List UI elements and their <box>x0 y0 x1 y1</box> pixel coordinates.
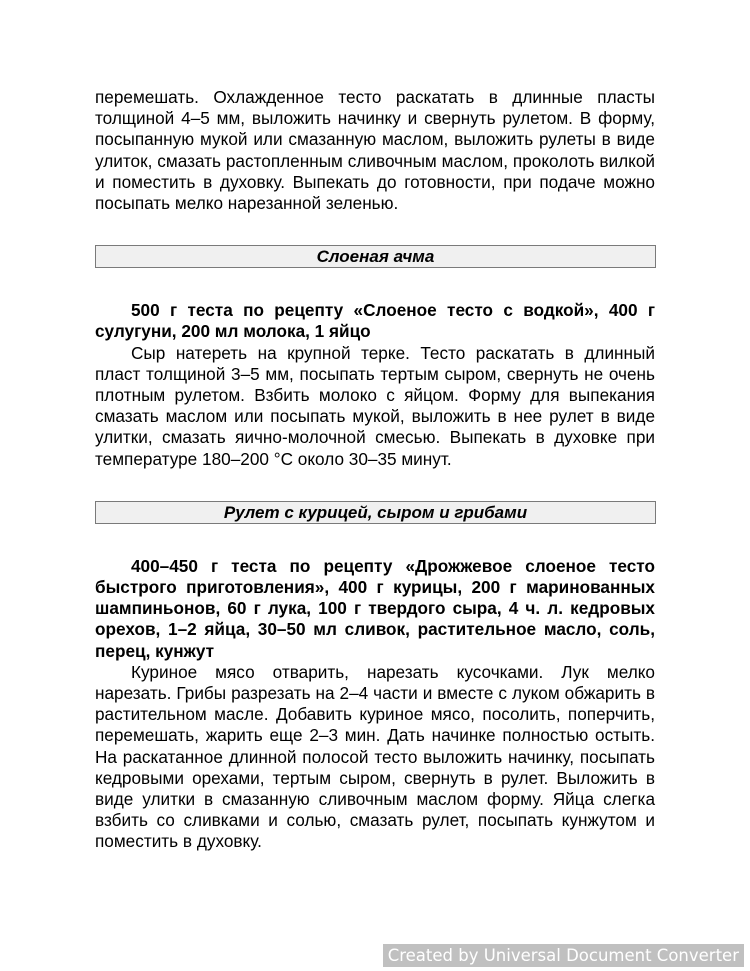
recipe-method: Куриное мясо отварить, нарезать кусочками. Лук мелко нарезать. Грибы разрезать на 2–4 части и вместе с луком обжарить в растительном масле. Добавить куриное мясо, посолить, поперчить, перемешать, жарить еще 2–3 мин. Дать начинке полностью остыть. На раскатанное длинной полосой тесто выложить начинку, посыпать кедровыми орехами, тертым сыром, свернуть в рулет. Выложить в виде улитки в смазанную сливочным маслом форму. Яйца слегка взбить со сливками и солью, смазать рулет, посыпать кунжутом и поместить в духовку. <box>95 661 655 852</box>
recipe-heading: Слоеная ачма <box>95 245 656 268</box>
recipe-ingredients: 500 г теста по рецепту «Слоеное тесто с водкой», 400 г сулугуни, 200 мл молока, 1 яйцо <box>95 300 655 342</box>
document-page <box>95 87 655 853</box>
watermark-banner: Created by Universal Document Converter <box>383 944 744 967</box>
recipe-heading: Рулет с курицей, сыром и грибами <box>95 501 656 524</box>
recipe-ingredients: 400–450 г теста по рецепту «Дрожжевое слоеное тесто быстрого приготовления», 400 г курицы, 200 г маринованных шампиньонов, 60 г лука, 100 г твердого сыра, 4 ч. л. кедровых орехов, 1–2 яйца, 30–50 мл сливок, растительное масло, соль, перец, кунжут <box>95 555 655 661</box>
body-paragraph: перемешать. Охлажденное тесто раскатать в длинные пласты толщиной 4–5 мм, выложить начинку и свернуть рулетом. В форму, посыпанную мукой или смазанную маслом, выложить рулеты в виде улиток, смазать растопленным сливочным маслом, проколоть вилкой и поместить в духовку. Выпекать до готовности, при подаче можно посыпать мелко нарезанной зеленью. <box>95 87 655 214</box>
recipe-method: Сыр натереть на крупной терке. Тесто раскатать в длинный пласт толщиной 3–5 мм, посыпать тертым сыром, свернуть не очень плотным рулетом. Взбить молоко с яйцом. Форму для выпекания смазать маслом или посыпать мукой, выложить в нее рулет в виде улитки, смазать яично-молочной смесью. Выпекать в духовке при температуре 180–200 °С около 30–35 минут. <box>95 342 655 469</box>
